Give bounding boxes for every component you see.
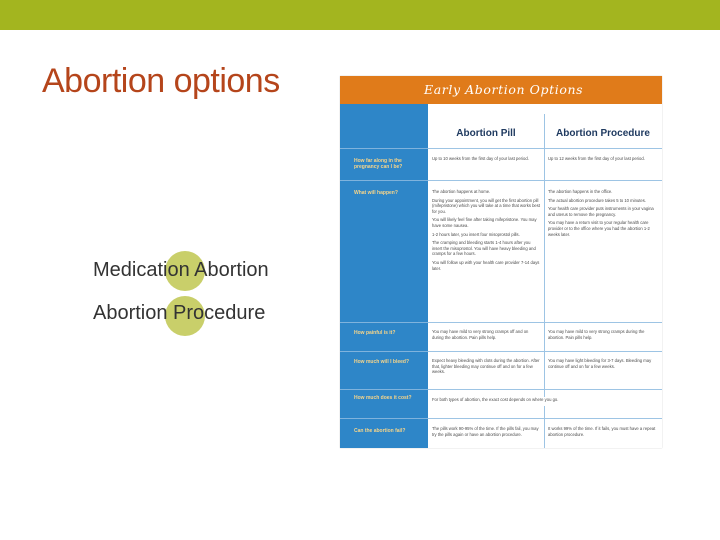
cell-text: You may have light bleeding for 3-7 days. Bleeding may continue off and on for a few weeks. [548,358,652,369]
cell-pill-what-happens [432,189,540,274]
grid-line [340,418,428,419]
cell-text: You will follow up with your health care provider 7-14 days later. [432,259,540,271]
cell-pill-pain [432,329,540,343]
grid-line [340,351,428,352]
cell-text: For both types of abortion, the exact cost depends on where you go. [432,397,559,402]
cell-pill-bleeding [432,358,540,378]
cell-shared-cost [432,397,658,406]
table-header-bar [340,76,662,104]
cell-text: You may have mild to very strong cramps during the abortion. Pain pills help. [548,329,645,340]
question-what-will-happen: What will happen? [354,190,398,196]
cell-procedure-fail [548,426,658,440]
grid-line [428,148,662,149]
table-title: Early Abortion Options [424,82,584,97]
early-abortion-options-table [340,76,662,448]
cell-text: The abortion happens in the office. [548,189,613,194]
grid-line [428,322,662,323]
cell-text: The cramping and bleeding starts 1-4 hours after you insert the misoprostol. You will have heavy bleeding and cramps for a few hours. [432,240,536,257]
question-how-much-cost: How much does it cost? [354,395,412,401]
cell-text: The abortion happens at home. [432,189,491,194]
cell-pill-how-far [432,156,540,165]
cell-text: Your health care provider puts instruments in your vagina and uterus to remove the pregnancy. [548,206,654,217]
cell-text: Up to 10 weeks from the first day of your last period. [432,156,529,161]
cell-text: Up to 12 weeks from the first day of your last period. [548,156,645,161]
cell-procedure-bleeding [548,358,658,372]
question-can-it-fail: Can the abortion fail? [354,428,406,434]
question-how-painful: How painful is it? [354,330,396,336]
slide-title: Abortion options [42,62,280,100]
cell-procedure-pain [548,329,658,343]
grid-line [428,418,662,419]
column-header-procedure: Abortion Procedure [556,127,650,139]
cell-text: You may have mild to very strong cramps off and on during the abortion. Pain pills help. [432,329,529,340]
grid-line [428,180,662,181]
cell-text: It works 99% of the time. If it fails, you must have a repeat abortion procedure. [548,426,656,437]
grid-line [428,351,662,352]
column-header-pill: Abortion Pill [456,127,516,139]
question-how-far-along: How far along in the pregnancy can I be? [354,158,403,170]
cell-text: Expect heavy bleeding with clots during the abortion. After that, lighter bleeding may continue off and on for a few weeks. [432,358,540,375]
bullet-medication-abortion: Medication Abortion [93,259,269,281]
cell-text: During your appointment, you will get the first abortion pill (mifepristone) which you will take at a time that works best for you. [432,197,540,214]
question-how-much-bleed: How much will I bleed? [354,359,410,365]
grid-line [428,389,662,390]
cell-text: The actual abortion procedure takes 5 to 10 minutes. [548,197,646,203]
grid-line [340,389,428,390]
grid-line [340,322,428,323]
grid-line [340,148,428,149]
cell-text: You may have a return visit to your regular health care provider or to the office where you had the abortion 1-2 weeks later. [548,220,650,237]
cell-text: The pills work 90-95% of the time. If the pills fail, you may try the pills again or have an abortion procedure. [432,426,539,437]
cell-procedure-how-far [548,156,658,165]
grid-line [340,180,428,181]
cell-text: You will likely feel fine after taking mifepristone. You may have some nausea. [432,217,537,228]
cell-procedure-what-happens [548,189,658,240]
top-accent-bar [0,0,720,30]
bullet-abortion-procedure: Abortion Procedure [93,302,266,324]
cell-pill-fail [432,426,540,440]
cell-text: 1-2 hours later, you insert four misoprostol pills. [432,231,520,237]
